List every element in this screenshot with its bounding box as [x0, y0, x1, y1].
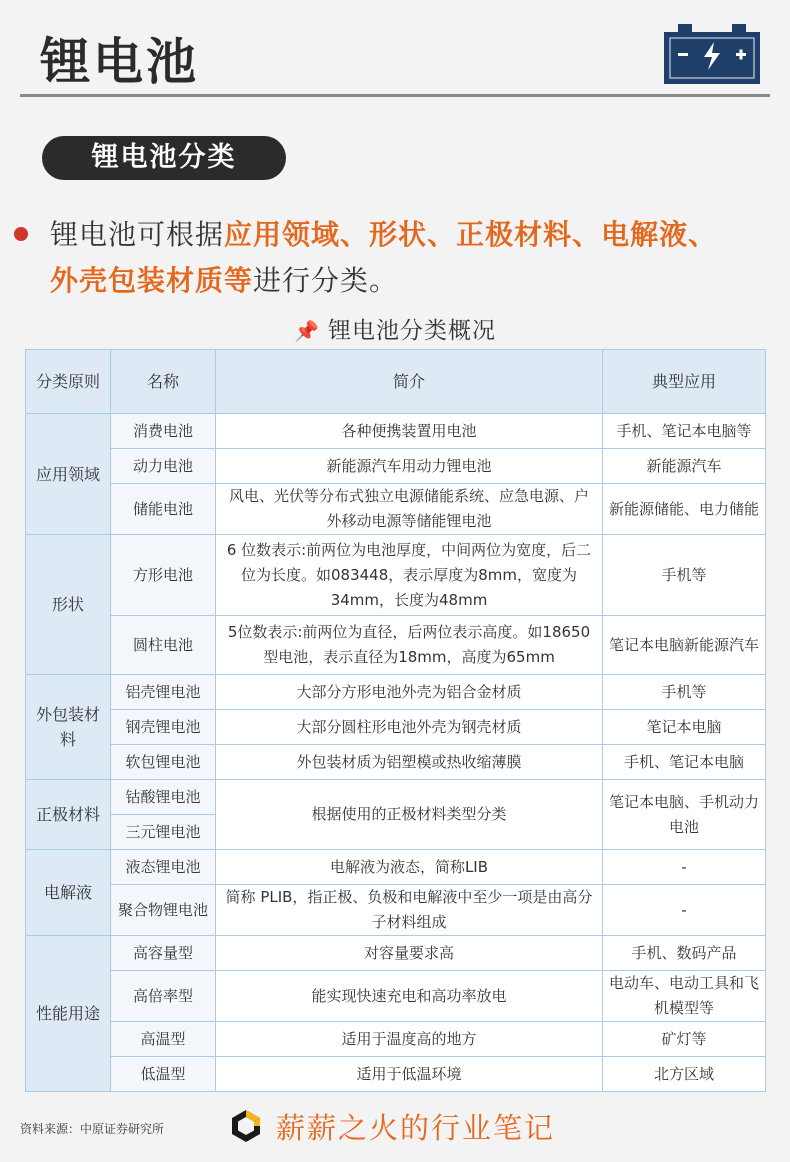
- table-row: [26, 616, 766, 675]
- desc-cell: 电解液为液态，简称LIB: [216, 850, 603, 885]
- table-row: [26, 1022, 766, 1057]
- classification-table: [25, 349, 766, 1092]
- category-cell: 应用领域: [26, 414, 111, 535]
- table-header-row: [26, 350, 766, 414]
- table-row: [26, 484, 766, 535]
- footer-source: 资料来源：中原证券研究所: [20, 1122, 165, 1136]
- desc-cell: 各种便携装置用电池: [216, 414, 603, 449]
- table-row: [26, 780, 766, 815]
- section-heading: 锂电池分类: [42, 136, 286, 180]
- name-cell: 高容量型: [111, 936, 216, 971]
- battery-icon: [664, 24, 760, 84]
- separator: 、: [572, 218, 602, 251]
- column-header: 典型应用: [603, 350, 766, 414]
- name-cell: 方形电池: [111, 535, 216, 616]
- name-cell: 液态锂电池: [111, 850, 216, 885]
- category-cell: 电解液: [26, 850, 111, 936]
- table-row: [26, 675, 766, 710]
- desc-cell: 简称 PLIB，指正极、负极和电解液中至少一项是由高分子材料组成: [216, 885, 603, 936]
- desc-cell: 新能源汽车用动力锂电池: [216, 449, 603, 484]
- name-cell: 动力电池: [111, 449, 216, 484]
- app-cell: 新能源储能、电力储能: [603, 484, 766, 535]
- app-cell: 手机等: [603, 535, 766, 616]
- table-caption: [0, 312, 790, 345]
- desc-cell: 风电、光伏等分布式独立电源储能系统、应急电源、户外移动电源等储能锂电池: [216, 484, 603, 535]
- footer-brand: 薪薪之火的行业笔记: [276, 1111, 556, 1145]
- table-caption-text: 锂电池分类概况: [327, 318, 496, 344]
- app-cell: 手机、笔记本电脑等: [603, 414, 766, 449]
- intro-suffix: 进行分类。: [253, 264, 399, 297]
- desc-cell: 大部分方形电池外壳为铝合金材质: [216, 675, 603, 710]
- app-cell: 笔记本电脑: [603, 710, 766, 745]
- page-title: 锂电池: [40, 33, 199, 91]
- column-header: 分类原则: [26, 350, 111, 414]
- desc-cell: 大部分圆柱形电池外壳为钢壳材质: [216, 710, 603, 745]
- desc-cell: 根据使用的正极材料类型分类: [216, 780, 603, 850]
- app-cell: 新能源汽车: [603, 449, 766, 484]
- highlight-casing: 外壳包装材质等: [50, 264, 254, 297]
- table-row: [26, 885, 766, 936]
- desc-cell: 适用于低温环境: [216, 1057, 603, 1092]
- name-cell: 钴酸锂电池: [111, 780, 216, 815]
- name-cell: 储能电池: [111, 484, 216, 535]
- table-row: [26, 414, 766, 449]
- intro-paragraph: [50, 212, 780, 304]
- table-row: [26, 710, 766, 745]
- table-row: [26, 1057, 766, 1092]
- column-header: 名称: [111, 350, 216, 414]
- highlight-shape: 形状: [369, 218, 428, 251]
- intro-prefix: 锂电池可根据: [50, 218, 225, 251]
- separator: 、: [340, 218, 370, 251]
- category-cell: 外包装材料: [26, 675, 111, 780]
- app-cell: -: [603, 885, 766, 936]
- app-cell: 矿灯等: [603, 1022, 766, 1057]
- desc-cell: 能实现快速充电和高功率放电: [216, 971, 603, 1022]
- app-cell: 手机、笔记本电脑: [603, 745, 766, 780]
- app-cell: -: [603, 850, 766, 885]
- desc-cell: 对容量要求高: [216, 936, 603, 971]
- desc-cell: 适用于温度高的地方: [216, 1022, 603, 1057]
- table-row: [26, 850, 766, 885]
- highlight-electrolyte: 电解液: [601, 218, 689, 251]
- name-cell: 消费电池: [111, 414, 216, 449]
- name-cell: 低温型: [111, 1057, 216, 1092]
- desc-cell: 5位数表示:前两位为直径，后两位表示高度。如18650 型电池，表示直径为18mm，高度为65mm: [216, 616, 603, 675]
- category-cell: 形状: [26, 535, 111, 675]
- table-row: [26, 745, 766, 780]
- highlight-cathode: 正极材料: [456, 218, 573, 251]
- separator: 、: [427, 218, 457, 251]
- app-cell: 手机、数码产品: [603, 936, 766, 971]
- name-cell: 高倍率型: [111, 971, 216, 1022]
- highlight-application: 应用领域: [224, 218, 341, 251]
- brand-logo-icon: [228, 1108, 264, 1144]
- desc-cell: 6 位数表示:前两位为电池厚度，中间两位为宽度，后二位为长度。如083448，表示厚度为8mm，宽度为34mm，长度为48mm: [216, 535, 603, 616]
- table-row: [26, 971, 766, 1022]
- separator: 、: [688, 218, 718, 251]
- name-cell: 铝壳锂电池: [111, 675, 216, 710]
- app-cell: 北方区域: [603, 1057, 766, 1092]
- app-cell: 手机等: [603, 675, 766, 710]
- category-cell: 正极材料: [26, 780, 111, 850]
- title-divider: [20, 94, 770, 97]
- app-cell: 笔记本电脑新能源汽车: [603, 616, 766, 675]
- name-cell: 软包锂电池: [111, 745, 216, 780]
- table-row: [26, 936, 766, 971]
- name-cell: 钢壳锂电池: [111, 710, 216, 745]
- pushpin-icon: 📌: [294, 319, 320, 343]
- table-row: [26, 535, 766, 616]
- bullet-dot: [14, 227, 28, 241]
- desc-cell: 外包装材质为铝塑模或热收缩薄膜: [216, 745, 603, 780]
- app-cell: 笔记本电脑、手机动力电池: [603, 780, 766, 850]
- app-cell: 电动车、电动工具和飞机模型等: [603, 971, 766, 1022]
- name-cell: 圆柱电池: [111, 616, 216, 675]
- column-header: 简介: [216, 350, 603, 414]
- name-cell: 聚合物锂电池: [111, 885, 216, 936]
- category-cell: 性能用途: [26, 936, 111, 1092]
- name-cell: 高温型: [111, 1022, 216, 1057]
- table-row: [26, 449, 766, 484]
- name-cell: 三元锂电池: [111, 815, 216, 850]
